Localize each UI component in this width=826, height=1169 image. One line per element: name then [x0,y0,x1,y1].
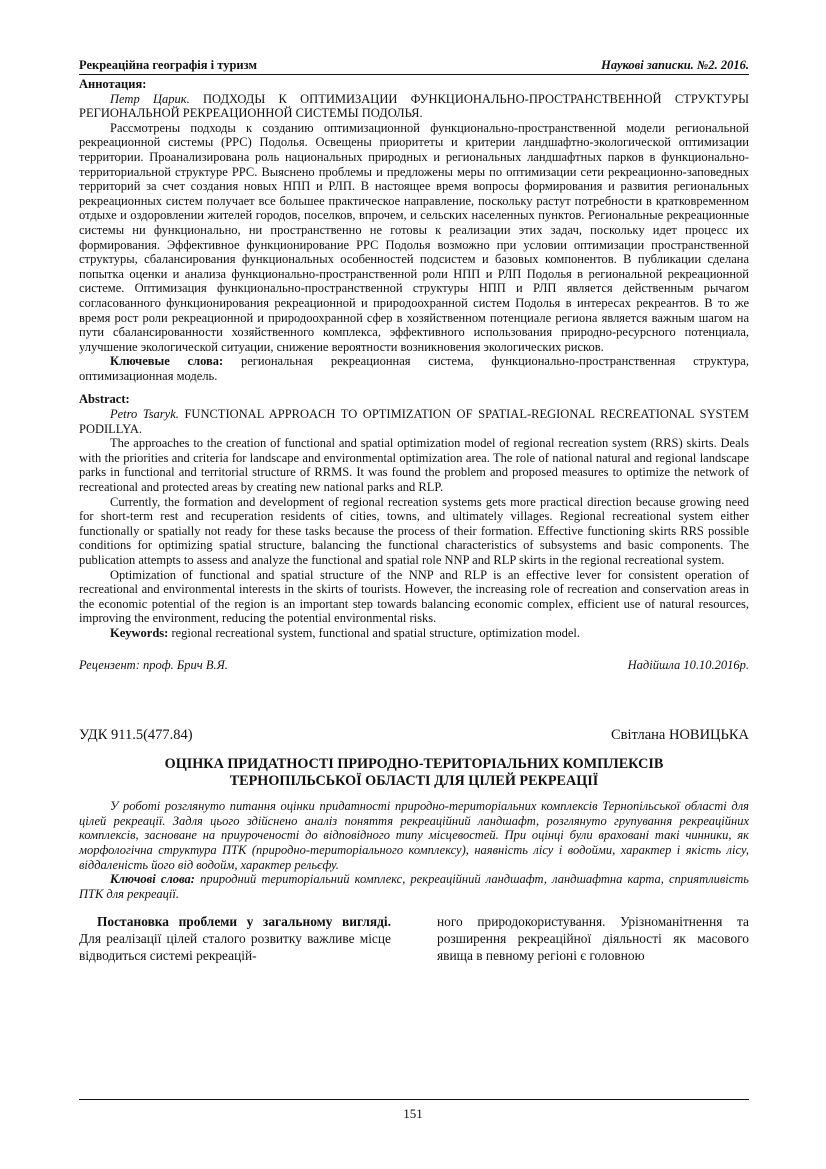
article-abstract-text: У роботі розглянуто питання оцінки придатності природно-територіальних комплексів Тернопільської області для цілей рекреації. Задля цього здійснено аналіз поняття рекреаційний ландшафт, розглянуто групування рекреаційних комплексів, засноване на приуроченості до відповідного типу місцевостей. При оцінці були враховані такі чинники, як морфологічна структура ПТК (природно-територіального комплексу), наявність лісу і водойми, характер і якість лісу, віддаленість його від водойм, характер рельєфу. [79,799,749,872]
article-keywords [79,872,749,901]
annotation-keywords [79,354,749,383]
abstract-keywords [79,626,749,641]
page [79,58,749,964]
abstract-keywords-label: Keywords: [110,625,169,640]
article-meta [79,727,749,744]
abstract-title: FUNCTIONAL APPROACH TO OPTIMIZATION OF SPATIAL-REGIONAL RECREATIONAL SYSTEM PODILLYA. [79,407,749,436]
article-author: Світлана НОВИЦЬКА [610,727,749,744]
column-left-body: Для реалізації цілей сталого розвитку важливе місце відводиться системі рекреацій- [79,931,391,964]
article-abstract [79,799,749,872]
abstract-label: Abstract: [79,392,130,407]
running-header [79,58,749,75]
abstract-para-1: The approaches to the creation of functional and spatial optimization model of regional recreation system (RRS) skirts. Deals with the priorities and criteria for landscape and environmental optimization area. The role of national natural and regional landscape parks in functional and territorial structure of RRMS. It was found the problem and proposed measures to optimize the network of recreational and protected areas by creating new national parks and RLP. [79,436,749,495]
article-keywords-text: природний територіальний комплекс, рекреаційний ландшафт, ландшафтна карта, сприятливість ПТК для рекреації. [79,872,750,901]
abstract-keywords-text: regional recreational system, functional and spatial structure, optimization model. [171,625,581,640]
article-title [79,756,749,790]
abstract-title-para [79,407,749,436]
column-right-text: ного природокористування. Урізноманітнення та розширення рекреаційної діяльності як масового явища в певному регіоні є головною [437,914,749,964]
column-right [437,913,749,964]
column-left [79,913,391,964]
annotation-keywords-label: Ключевые слова: [110,354,224,369]
page-number: 151 [403,1106,423,1121]
annotation-author: Петр Царик. [110,91,190,106]
abstract-para-2: Currently, the formation and development of regional recreation systems gets more practical direction because growing need for short-term rest and recuperation residents of cities, towns, and ultimately villages. Regional recreational system either functionally or spatially not ready for these tasks because the process of their formation. Effective functioning skirts RRS possible conditions for optimizing spatial structure, balancing the functional characteristics of subsystems and basic components. The publication attempts to assess and analyze the functional and spatial role NNP and RLP skirts in the regional recreational system. [79,494,749,567]
annotation-title: ПОДХОДЫ К ОПТИМИЗАЦИИ ФУНКЦИОНАЛЬНО-ПРОСТРАНСТВЕННОЙ СТРУКТУРЫ РЕГИОНАЛЬНОЙ РЕКРЕАЦИОННОЙ СИСТЕМЫ ПОДОЛЬЯ. [79,91,749,121]
udk-code: УДК 911.5(477.84) [79,727,193,744]
annotation-body: Рассмотрены подходы к созданию оптимизационной функционально-пространственной модели региональной рекреационной системы (РРС) Подолья. Освещены приоритеты и критерии ландшафтно-экологической оптимизации территории. Проанализирована роль национальных природных и региональных ландшафтных парков в функционально-территориальной структуре РРС. Выяснено проблемы и предложены меры по оптимизации сети рекреационно-заповедных территорий за счет создания новых НПП и РЛП. В настоящее время вопросы формирования и развития региональных рекреационных систем получает все большее практическое направление, поскольку растут потребности в кратковременном отдыхе и оздоровлении жителей городов, поселков, впрочем, и сельских населенных пунктов. Региональные рекреационные системы ни функционально, ни пространственно не готовы к реализации этих задач, поскольку идет процесс их формирования. Эффективное функционирование РРС Подолья возможно при условии оптимизации пространственной структуры, сбалансирования функциональных особенностей подсистем и базовых компонентов. В публикации сделана попытка оценки и анализа функционально-пространственной роли НПП и РЛП Подолья в региональной рекреационной системе. Оптимизация функционально-пространственной структуры НПП и РЛП является действенным рычагом согласованного функционирования рекреационной и природоохранной систем Подолья в интересах рекреантов. В то же время рост роли рекреационной и природоохранной сфер в хозяйственном потенциале региона является важным шагом на пути сбалансированности хозяйственного комплекса, эффективного использования природно-ресурсного потенциала, улучшение экологической ситуации, снижение вероятности возникновения экологических рисков. [79,120,749,354]
body-columns [79,913,749,964]
received-date: Надійшла 10.10.2016р. [627,657,749,672]
annotation-ru [79,77,749,383]
journal-issue: Наукові записки. №2. 2016. [601,58,749,72]
annotation-keywords-text: региональная рекреационная система, функционально-пространственная структура, оптимизационная модель. [79,354,749,383]
abstract-author: Petro Tsaryk. [110,407,179,422]
annotation-title-para [79,92,749,121]
review-meta [79,658,749,673]
abstract-para-3: Optimization of functional and spatial structure of the NNP and RLP is an effective lever for consistent operation of recreational and environmental interests in the skirts of tourists. However, the increasing role of recreation and conservation areas in the economic potential of the region is an important step towards balancing economic complex, efficient use of natural resources, improving the environment, reducing the potential environmental risks. [79,567,749,626]
section-heading: Постановка проблеми у загальному вигляді. [97,914,391,930]
article-keywords-label: Ключові слова: [110,872,195,887]
journal-section: Рекреаційна географія і туризм [79,58,257,72]
article-title-line-1: ОЦІНКА ПРИДАТНОСТІ ПРИРОДНО-ТЕРИТОРІАЛЬНИХ КОМПЛЕКСІВ [164,756,664,773]
abstract-en [79,392,749,640]
article-title-line-2: ТЕРНОПІЛЬСЬКОЇ ОБЛАСТІ ДЛЯ ЦІЛЕЙ РЕКРЕАЦІЇ [229,773,599,790]
reviewer: Рецензент: проф. Брич В.Я. [79,657,228,672]
annotation-label: Аннотация: [79,77,147,91]
footer-divider [79,1099,749,1100]
column-left-text [79,913,391,964]
